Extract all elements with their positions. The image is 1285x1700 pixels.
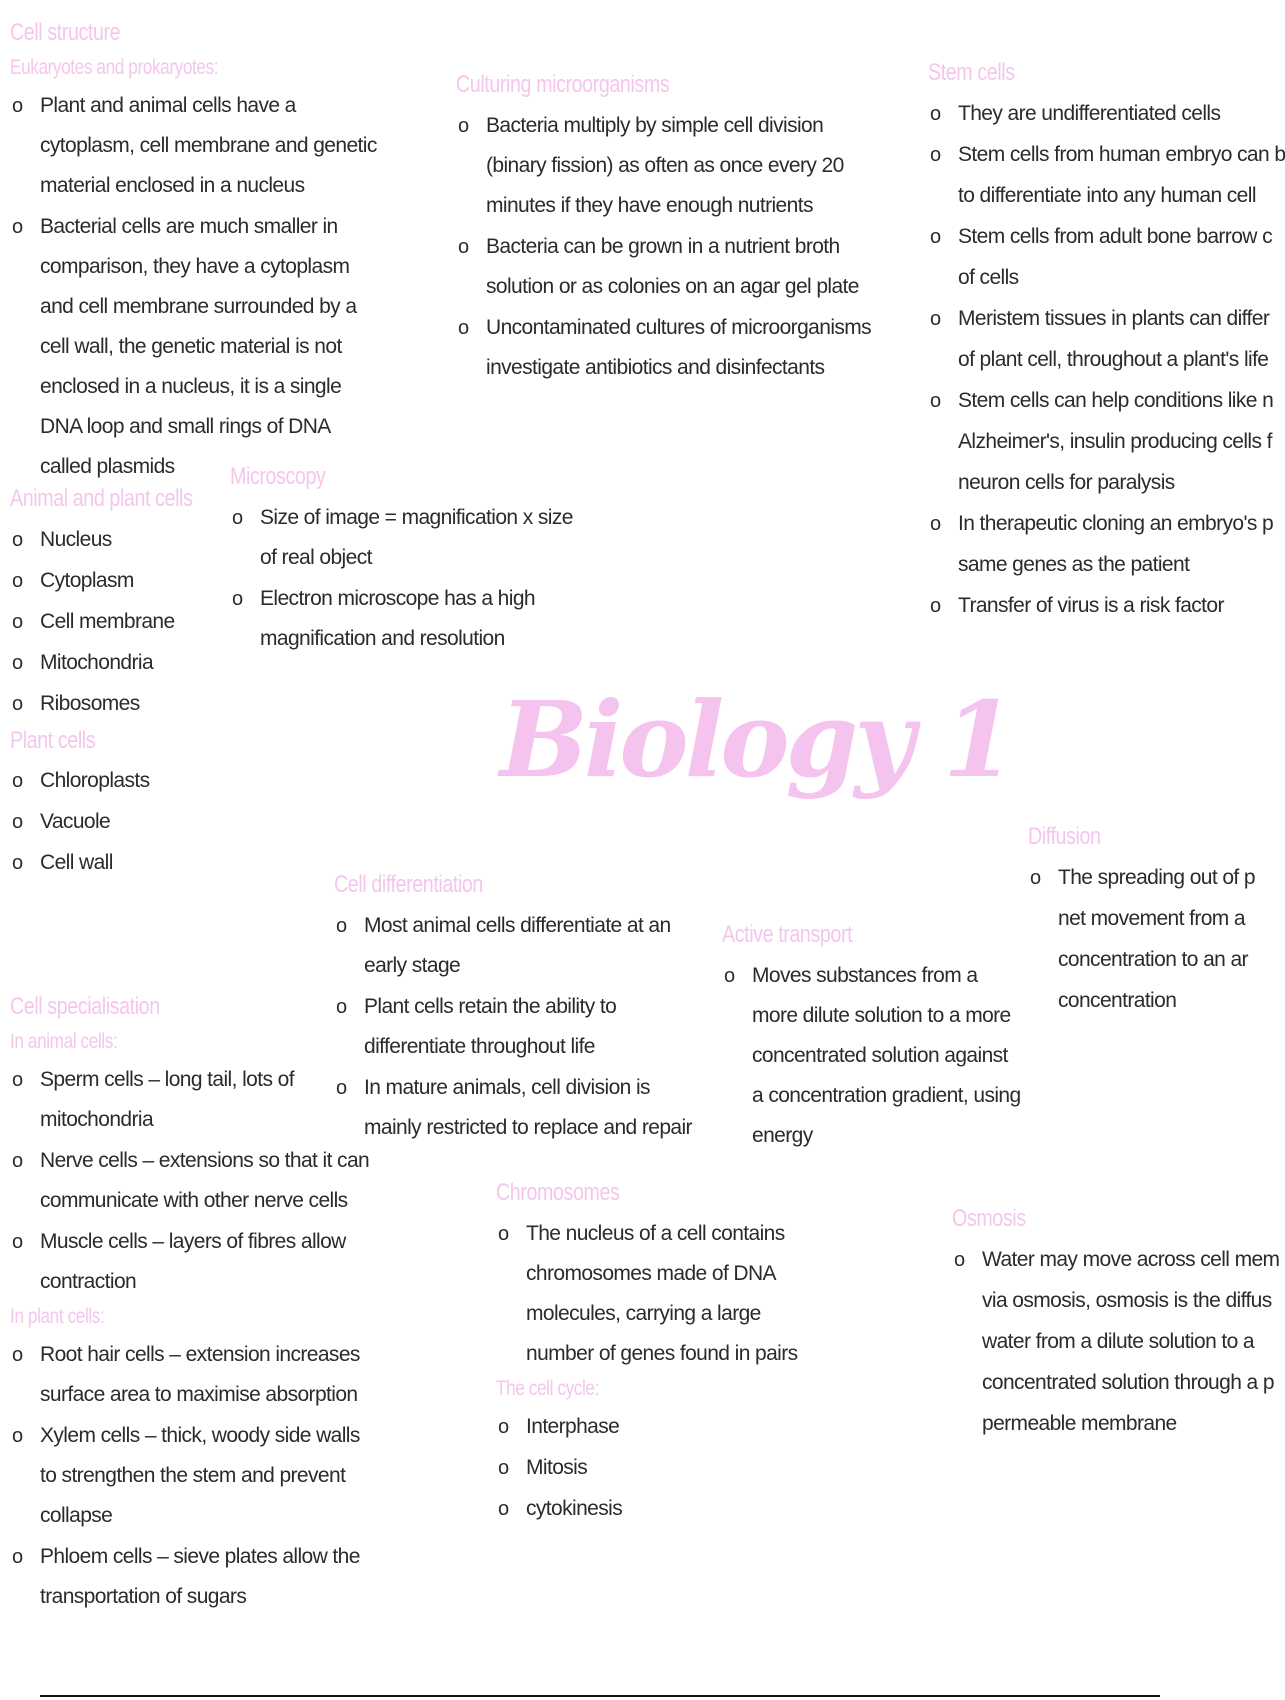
list-item-text: Nerve cells – extensions so that it can communicate with other nerve cells — [40, 1149, 370, 1212]
list-item — [10, 1416, 380, 1536]
bullet-marker: o — [12, 611, 23, 633]
list-item — [10, 643, 225, 683]
section-subheading: In plant cells: — [10, 1305, 105, 1328]
bullet-marker: o — [12, 570, 23, 592]
bullet-marker: o — [232, 507, 243, 529]
list-item-text: via osmosis, osmosis is the diffus — [982, 1289, 1272, 1312]
list-item-text: Cytoplasm — [40, 569, 134, 592]
bullet-list — [496, 1407, 810, 1529]
bullet-marker: o — [1030, 867, 1041, 889]
list-item — [1028, 858, 1255, 898]
bullet-marker: o — [12, 1425, 23, 1447]
list-item — [1028, 940, 1248, 980]
list-item-text: Nucleus — [40, 528, 112, 551]
bullet-marker: o — [498, 1498, 509, 1520]
bullet-marker: o — [12, 529, 23, 551]
list-item-text: concentration — [1058, 989, 1177, 1012]
list-item — [10, 1060, 380, 1140]
list-item — [928, 217, 1272, 257]
list-item-text: Mitochondria — [40, 651, 154, 674]
bullet-marker: o — [498, 1416, 509, 1438]
list-item — [928, 176, 1256, 216]
bullet-list — [230, 498, 580, 659]
list-item-text: Xylem cells – thick, woody side walls to strengthen the stem and prevent collapse — [40, 1424, 360, 1527]
bullet-list — [10, 761, 225, 883]
bullet-marker: o — [458, 317, 469, 339]
bullet-marker: o — [12, 1069, 23, 1091]
bullet-list — [334, 906, 696, 1148]
list-item-text: Interphase — [526, 1415, 620, 1438]
list-item — [334, 1068, 696, 1148]
section-subheading: Plant cells — [10, 727, 96, 754]
bullet-marker: o — [930, 390, 941, 412]
bullet-marker: o — [232, 588, 243, 610]
bullet-marker: o — [954, 1249, 965, 1271]
bullet-marker: o — [12, 1150, 23, 1172]
bullet-list — [10, 1060, 380, 1302]
list-item — [1028, 981, 1200, 1021]
list-item — [496, 1448, 810, 1488]
list-item — [928, 463, 1200, 503]
bullet-marker: o — [336, 1077, 347, 1099]
list-item-text: Plant and animal cells have a cytoplasm, cell membrane and genetic material enclosed in a nucleus — [40, 94, 377, 197]
bullet-marker: o — [930, 103, 941, 125]
list-item — [10, 1141, 380, 1221]
list-item-text: In mature animals, cell division is mainly restricted to replace and repair — [364, 1076, 692, 1139]
bottom-divider — [40, 1695, 1160, 1697]
list-item-text: Stem cells from human embryo can b — [958, 143, 1285, 166]
list-item-text: of cells — [958, 266, 1019, 289]
list-item — [928, 545, 1200, 585]
section-heading: Animal and plant cells — [10, 485, 193, 512]
list-item-text: to differentiate into any human cell — [958, 184, 1256, 207]
bullet-list — [722, 956, 1022, 1156]
list-item — [1028, 899, 1246, 939]
section-diffusion — [1028, 822, 1255, 1032]
bullet-marker: o — [336, 996, 347, 1018]
list-item — [496, 1407, 810, 1447]
section-active-transport — [722, 920, 1022, 1147]
list-item — [10, 561, 225, 601]
list-item-text: Muscle cells – layers of fibres allow contraction — [40, 1230, 346, 1293]
bullet-list — [10, 86, 382, 487]
list-item-text: Alzheimer's, insulin producing cells f — [958, 430, 1272, 453]
list-item — [928, 504, 1274, 544]
list-item — [928, 422, 1272, 462]
bullet-marker: o — [930, 308, 941, 330]
bullet-marker: o — [458, 236, 469, 258]
bullet-marker: o — [12, 693, 23, 715]
bullet-marker: o — [498, 1223, 509, 1245]
bullet-list — [10, 1335, 380, 1617]
section-heading: Stem cells — [928, 59, 1015, 86]
list-item — [10, 1222, 380, 1302]
list-item-text: neuron cells for paralysis — [958, 471, 1175, 494]
bullet-list — [928, 94, 1285, 626]
list-item-text: Ribosomes — [40, 692, 140, 715]
list-item — [230, 579, 580, 659]
bullet-marker: o — [12, 770, 23, 792]
list-item-text: Most animal cells differentiate at an early stage — [364, 914, 671, 977]
list-item — [10, 761, 225, 801]
list-item — [928, 340, 1269, 380]
list-item — [10, 207, 382, 487]
bullet-list — [456, 106, 886, 388]
list-item-text: Cell membrane — [40, 610, 175, 633]
list-item — [928, 94, 1221, 134]
list-item-text: Bacteria can be grown in a nutrient broth solution or as colonies on an agar gel plate — [486, 235, 859, 298]
bullet-marker: o — [458, 115, 469, 137]
page-title: Biology 1 — [500, 678, 1012, 801]
section-cell-differentiation — [334, 870, 696, 1139]
list-item-text: net movement from a — [1058, 907, 1246, 930]
list-item — [10, 684, 225, 724]
list-item-text: Meristem tissues in plants can differ — [958, 307, 1270, 330]
list-item-text: Vacuole — [40, 810, 111, 833]
section-osmosis — [952, 1204, 1280, 1464]
list-item — [722, 956, 1022, 1156]
bullet-marker: o — [930, 513, 941, 535]
list-item-text: water from a dilute solution to a — [982, 1330, 1255, 1353]
section-heading: Diffusion — [1028, 823, 1101, 850]
list-item-text: Size of image = magnification x size of real object — [260, 506, 573, 569]
list-item — [952, 1404, 1200, 1444]
list-item-text: The spreading out of p — [1058, 866, 1255, 889]
section-heading: Cell differentiation — [334, 871, 483, 898]
section-heading: Cell specialisation — [10, 993, 160, 1020]
list-item — [230, 498, 580, 578]
bullet-marker: o — [930, 144, 941, 166]
section-heading: Culturing microorganisms — [456, 71, 670, 98]
list-item — [496, 1489, 810, 1529]
bullet-list — [496, 1214, 810, 1374]
bullet-marker: o — [12, 216, 23, 238]
list-item — [334, 906, 696, 986]
list-item — [10, 843, 225, 883]
list-item-text: Mitosis — [526, 1456, 588, 1479]
bullet-marker: o — [12, 652, 23, 674]
list-item-text: Transfer of virus is a risk factor — [958, 594, 1224, 617]
section-subheading: The cell cycle: — [496, 1377, 599, 1400]
list-item-text: same genes as the patient — [958, 553, 1190, 576]
bullet-marker: o — [12, 811, 23, 833]
section-subheading: In animal cells: — [10, 1030, 118, 1053]
bullet-list — [952, 1240, 1280, 1444]
list-item-text: Moves substances from a more dilute solution to a more concentrated solution against a concentration gradient, using energy — [752, 964, 1021, 1147]
list-item — [952, 1240, 1280, 1280]
list-item-text: permeable membrane — [982, 1412, 1177, 1435]
list-item — [456, 227, 886, 307]
section-culturing — [456, 70, 886, 400]
section-microscopy — [230, 462, 580, 672]
list-item — [334, 987, 696, 1067]
list-item-text: Water may move across cell mem — [982, 1248, 1280, 1271]
list-item — [456, 308, 886, 388]
list-item — [928, 381, 1274, 421]
bullet-list — [1028, 858, 1255, 1021]
list-item-text: The nucleus of a cell contains chromosomes made of DNA molecules, carrying a large number of genes found in pairs — [526, 1222, 798, 1365]
bullet-marker: o — [498, 1457, 509, 1479]
list-item-text: In therapeutic cloning an embryo's p — [958, 512, 1274, 535]
section-chromosomes — [496, 1178, 810, 1548]
list-item — [10, 602, 225, 642]
list-item-text: Phloem cells – sieve plates allow the transportation of sugars — [40, 1545, 360, 1608]
list-item — [10, 520, 225, 560]
list-item-text: They are undifferentiated cells — [958, 102, 1221, 125]
section-heading: Chromosomes — [496, 1179, 620, 1206]
list-item-text: Chloroplasts — [40, 769, 150, 792]
list-item-text: Cell wall — [40, 851, 113, 874]
bullet-marker: o — [12, 1344, 23, 1366]
list-item — [496, 1214, 810, 1374]
bullet-marker: o — [12, 95, 23, 117]
bullet-marker: o — [12, 1546, 23, 1568]
list-item-text: concentrated solution through a p — [982, 1371, 1274, 1394]
list-item — [456, 106, 886, 226]
section-animal-plant-cells — [10, 484, 225, 904]
list-item-text: concentration to an ar — [1058, 948, 1248, 971]
list-item — [928, 586, 1224, 626]
bullet-marker: o — [12, 1231, 23, 1253]
section-heading: Microscopy — [230, 463, 326, 490]
section-heading: Cell structure — [10, 19, 121, 46]
list-item-text: Bacteria multiply by simple cell division (binary fission) as often as once every 20 minutes if they have enough nutrients — [486, 114, 844, 217]
bullet-marker: o — [12, 852, 23, 874]
section-cell-specialisation — [10, 992, 380, 1608]
section-heading: Osmosis — [952, 1205, 1026, 1232]
list-item-text: Plant cells retain the ability to differentiate throughout life — [364, 995, 617, 1058]
list-item-text: Sperm cells – long tail, lots of mitochondria — [40, 1068, 294, 1131]
list-item — [952, 1322, 1255, 1362]
list-item — [952, 1281, 1272, 1321]
list-item — [10, 1335, 380, 1415]
list-item — [10, 1537, 380, 1617]
list-item-text: of plant cell, throughout a plant's life — [958, 348, 1269, 371]
list-item-text: Stem cells from adult bone barrow c — [958, 225, 1272, 248]
list-item — [10, 86, 382, 206]
section-stem-cells — [928, 58, 1285, 638]
list-item-text: Uncontaminated cultures of microorganisms investigate antibiotics and disinfectants — [486, 316, 872, 379]
list-item-text: Root hair cells – extension increases surface area to maximise absorption — [40, 1343, 360, 1406]
bullet-marker: o — [930, 595, 941, 617]
list-item-text: cytokinesis — [526, 1497, 623, 1520]
list-item — [10, 802, 225, 842]
list-item — [952, 1363, 1274, 1403]
list-item-text: Stem cells can help conditions like n — [958, 389, 1274, 412]
section-subheading: Eukaryotes and prokaryotes: — [10, 56, 219, 79]
list-item — [928, 258, 1200, 298]
list-item — [928, 135, 1285, 175]
list-item-text: Bacterial cells are much smaller in comparison, they have a cytoplasm and cell membrane surrounded by a cell wall, the genetic material is not enclosed in a nucleus, it is a single DNA loop and small rings of DNA called plasmids — [40, 215, 357, 478]
list-item — [928, 299, 1270, 339]
bullet-marker: o — [336, 915, 347, 937]
bullet-marker: o — [724, 965, 735, 987]
list-item-text: Electron microscope has a high magnification and resolution — [260, 587, 535, 650]
section-heading: Active transport — [722, 921, 853, 948]
bullet-list — [10, 520, 225, 724]
bullet-marker: o — [930, 226, 941, 248]
